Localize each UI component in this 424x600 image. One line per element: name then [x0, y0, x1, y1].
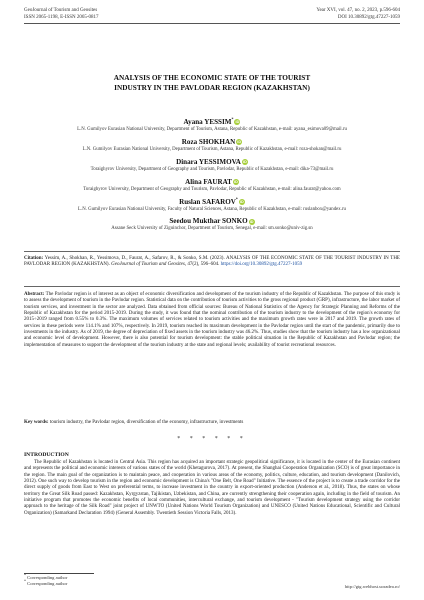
author-affiliation: L.N. Gumilyov Eurasian National University, Department of Tourism, Astana, Republic of Kazakhstan, e-mail: roza-shokan@mail.ru [82, 146, 342, 152]
author-block [20, 198, 404, 213]
author-list [20, 118, 404, 237]
title-line-2: INDUSTRY IN THE PAVLODAR REGION (KAZAKHSTAN) [114, 82, 310, 92]
orcid-icon[interactable]: iD [243, 160, 247, 165]
citation-text: Yessim, A., Shokhan, R., Yessimova, D., Faurat, A., Safarov, R., & Sonko, S.M. (2023). ANALYSIS OF THE ECONOMIC STATE OF THE TOURIST INDUSTRY IN THE PAVLODAR REGION (KAZAKHSTAN). [24, 256, 400, 268]
journal-name: GeoJournal of Tourism and Geosites [24, 8, 98, 13]
introduction-text: The Republic of Kazakhstan is located in Central Asia. This region has acquired an important strategic geopolitical significance, it is located in the center of the Eurasian continent and represents the political and economic interests of various states of the world (Khetagurova, 2017). At present, the Shanghai Cooperation Organization (SCO) is of great importance in the region. The main goal of the organization is to maintain peace, and cooperation in various areas of the economy, politics, culture, education, and tourism development (Danilovich, 2012). One such way to develop tourism in the region and economic development is China's "One Belt, One Road" Initiative. The essence of the project is to create a trade corridor for the direct supply of goods from East to West on preferential terms, to increase investment in the country in export-oriented production (Anderson et al., 2018). Thus, the states on whose territory the Great Silk Road passed: Kazakhstan, Kyrgyzstan, Tajikistan, Uzbekistan, and China, are currently strengthening their cooperation again, including in the field of tourism. An initiative program that promotes the economic benefits of local communities, intercultural exchange, and tourism development - "Tourism development strategy using the corridor approach to the heritage of the Silk Road" joint project of UNWTO (United Nations World Tourism Organization) and UNESCO (United Nations Educational, Scientific and Cultural Organization) (Samarkand Declaration 1994) (General Assembly. Twentieth Session Victoria Falls, 2013). [24, 460, 400, 516]
keywords-text: tourism industry, the Pavlodar region, diversification of the economy, infrastructure, investments [49, 420, 244, 425]
author-block [20, 118, 404, 133]
footnote-divider [24, 573, 94, 574]
keywords-label: Key words: [24, 420, 49, 425]
journal-issn: ISSN 2065-1198, E-ISSN 2065-0817 [24, 14, 99, 20]
author-block [20, 138, 404, 153]
journal-header-right [316, 8, 400, 21]
citation-journal: GeoJournal of Tourism and Geosites [111, 262, 185, 268]
title-line-1: ANALYSIS OF THE ECONOMIC STATE OF THE TOURIST [113, 73, 311, 82]
section-separator: * * * * * * [177, 436, 247, 442]
abstract-block [24, 292, 400, 349]
orcid-icon[interactable]: iD [235, 120, 240, 125]
abstract-text: The Pavlodar region is of interest as an object of economic diversification and development of the tourism industry of the Republic of Kazakhstan. The purpose of this study is to assess the development of tourism in the Pavlodar region. Statistical data on the contribution of tourism activities to the gross regional product (GRP), infrastructure, the labor market of tourism services, and investment in the sector are analyzed. Data obtained from official sources: Bureau of National Statistics of the Agency for Strategic Planning and Reforms of the Republic of Kazakhstan for the period 2015-2019. During the study, it was found that the nominal contribution of the tourism industry to the development of the region's economy for 2015÷2019 ranged from 0.55% to 0.3%. The maximum volumes of services related to tourism activities and the maximum growth rates were in 2017 and 2019. The growth rates of services in these periods were 114.1% and 107%, respectively. In 2019, tourism reached its maximum development in the Pavlodar region until the start of the pandemic, primarily due to investments in the industry. As of 2019, the degree of depreciation of fixed assets in the tourism industry was 46.2%. Thus, studies show that the tourism industry has a low organizational and economic level of development. However, there is also potential for tourism development: the stable political situation in the Republic of Kazakhstan and Pavlodar region; the implementation of measures to support the development of the tourism industry at the state and regional levels; availability of tourist recreational resources. [24, 292, 400, 348]
keywords-block [24, 420, 400, 426]
author-affiliation: L.N. Gumilyov Eurasian National University, Department of Tourism, Astana, Republic of Kazakhstan, e-mail: ayana_esimova09@mail.ru [77, 127, 347, 132]
citation-doi-link[interactable]: https://doi.org/10.30892/gtg.47227-1059 [220, 262, 303, 268]
author-name: Dinara YESSIMOVA [176, 157, 241, 166]
citation-volume: , 47(2), 596–604. [184, 262, 220, 268]
author-block [20, 217, 404, 232]
author-name: Ayana YESSIM [183, 118, 232, 126]
author-affiliation: L.N. Gumilyov Eurasian National University, Faculty of Natural Sciences, Astana, Republic of Kazakhstan, e-mail: ruslanbox@yandex.ru [78, 206, 346, 212]
header-divider [24, 23, 400, 24]
orcid-icon[interactable]: iD [237, 140, 242, 145]
article-title [60, 73, 364, 92]
corresponding-mark: * [235, 196, 238, 202]
orcid-icon[interactable]: iD [249, 219, 254, 224]
orcid-icon[interactable]: iD [240, 199, 244, 204]
author-name: Alina FAURAT [185, 177, 232, 186]
author-name: Seedou Mukthar SONKO [169, 217, 248, 226]
citation-bottom-rule [24, 286, 400, 287]
journal-doi: DOI 10.30892/gtg.47227-1059 [337, 14, 400, 20]
author-block [20, 178, 404, 193]
abstract-label: Abstract: [24, 292, 45, 297]
citation-top-rule [24, 251, 400, 252]
introduction-heading: INTRODUCTION [24, 452, 69, 458]
orcid-icon[interactable]: iD [234, 180, 238, 185]
journal-header-left [24, 8, 99, 21]
citation-label: Citation: [24, 256, 44, 261]
footer-url[interactable]: http://gtg.webhost.uoradea.ro/ [344, 584, 400, 589]
author-block [20, 158, 404, 173]
footnotes [24, 572, 68, 587]
author-name: Roza SHOKHAN [181, 137, 236, 146]
footnote: * Corresponding author [24, 572, 68, 580]
author-affiliation: Assane Seck University of Ziguinchor, Department of Tourism, Senegal, e-mail: sm.sonko@univ-zig.sn [111, 226, 313, 232]
footnote: * Corresponding author [24, 578, 68, 586]
journal-volume: Year XVI, vol. 47, no. 2, 2023, p.596-604 [316, 8, 400, 13]
author-affiliation: Toraighyrov University, Department of Geography and Tourism, Pavlodar, Republic of Kazakhstan, e-mail: dika-73@mail.ru [90, 166, 334, 172]
author-affiliation: Toraighyrov University, Department of Geography and Tourism, Pavlodar, Republic of Kazakhstan, e-mail: alina.faurat@yahoo.com [83, 186, 341, 192]
author-name: Ruslan SAFAROV [179, 197, 236, 206]
corresponding-mark: * [231, 116, 234, 122]
citation-block [24, 256, 400, 269]
